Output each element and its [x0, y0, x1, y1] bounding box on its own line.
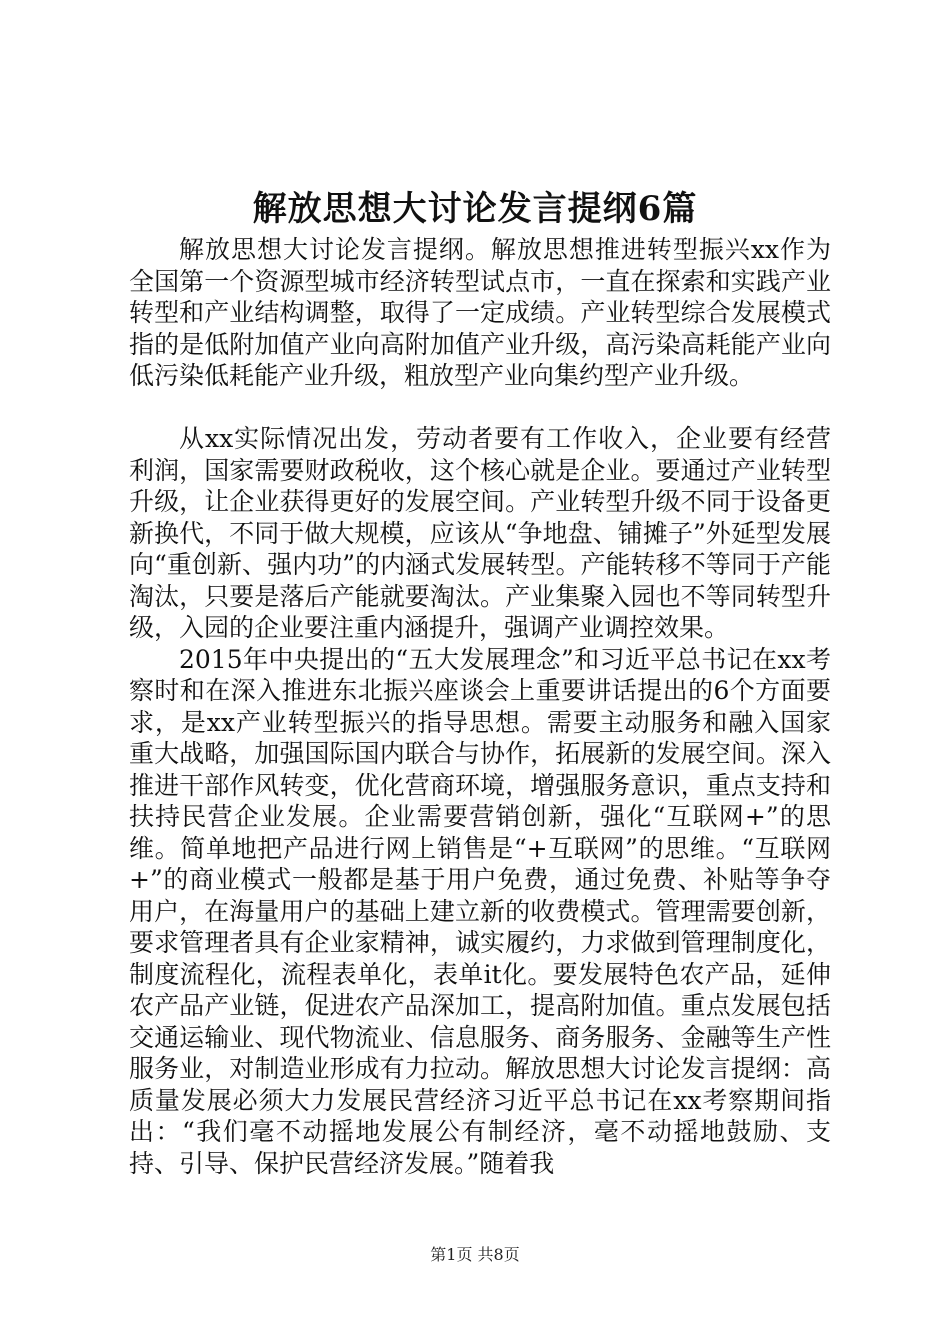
page-number-footer: 第1页 共8页 — [430, 1245, 520, 1264]
document-title: 解放思想大讨论发言提纲6篇 — [252, 189, 698, 229]
paragraph-1: 解放思想大讨论发言提纲。解放思想推进转型振兴xx作为全国第一个资源型城市经济转型试点市，一直在探索和实践产业转型和产业结构调整，取得了一定成绩。产业转型综合发展模式指的是低附加值产业向高附加值产业升级，高污染高耗能产业向低污染低耗能产业升级，粗放型产业向集约型产业升级。 — [129, 235, 831, 390]
document-body — [129, 234, 831, 1179]
paragraph-2: 从xx实际情况出发，劳动者要有工作收入，企业要有经营利润，国家需要财政税收，这个核心就是企业。要通过产业转型升级，让企业获得更好的发展空间。产业转型升级不同于设备更新换代，不同于做大规模，应该从“争地盘、铺摊子”外延型发展向“重创新、强内功”的内涵式发展转型。产能转移不等同于产能淘汰，只要是落后产能就要淘汰。产业集聚入园也不等同转型升级，入园的企业要注重内涵提升，强调产业调控效果。 — [129, 424, 831, 642]
paragraph-3: 2015年中央提出的“五大发展理念”和习近平总书记在xx考察时和在深入推进东北振兴座谈会上重要讲话提出的6个方面要求，是xx产业转型振兴的指导思想。需要主动服务和融入国家重大战略，加强国际国内联合与协作，拓展新的发展空间。深入推进干部作风转变，优化营商环境，增强服务意识，重点支持和扶持民营企业发展。企业需要营销创新，强化“互联网+”的思维。简单地把产品进行网上销售是“+互联网”的思维。“互联网+”的商业模式一般都是基于用户免费，通过免费、补贴等争夺用户，在海量用户的基础上建立新的收费模式。管理需要创新，要求管理者具有企业家精神，诚实履约，力求做到管理制度化，制度流程化，流程表单化，表单it化。要发展特色农产品，延伸农产品产业链，促进农产品深加工，提高附加值。重点发展包括交通运输业、现代物流业、信息服务、商务服务、金融等生产性服务业，对制造业形成有力拉动。解放思想大讨论发言提纲：高质量发展必须大力发展民营经济习近平总书记在xx考察期间指出：“我们毫不动摇地发展公有制经济，毫不动摇地鼓励、支持、引导、保护民营经济发展。”随着我 — [129, 644, 831, 1178]
